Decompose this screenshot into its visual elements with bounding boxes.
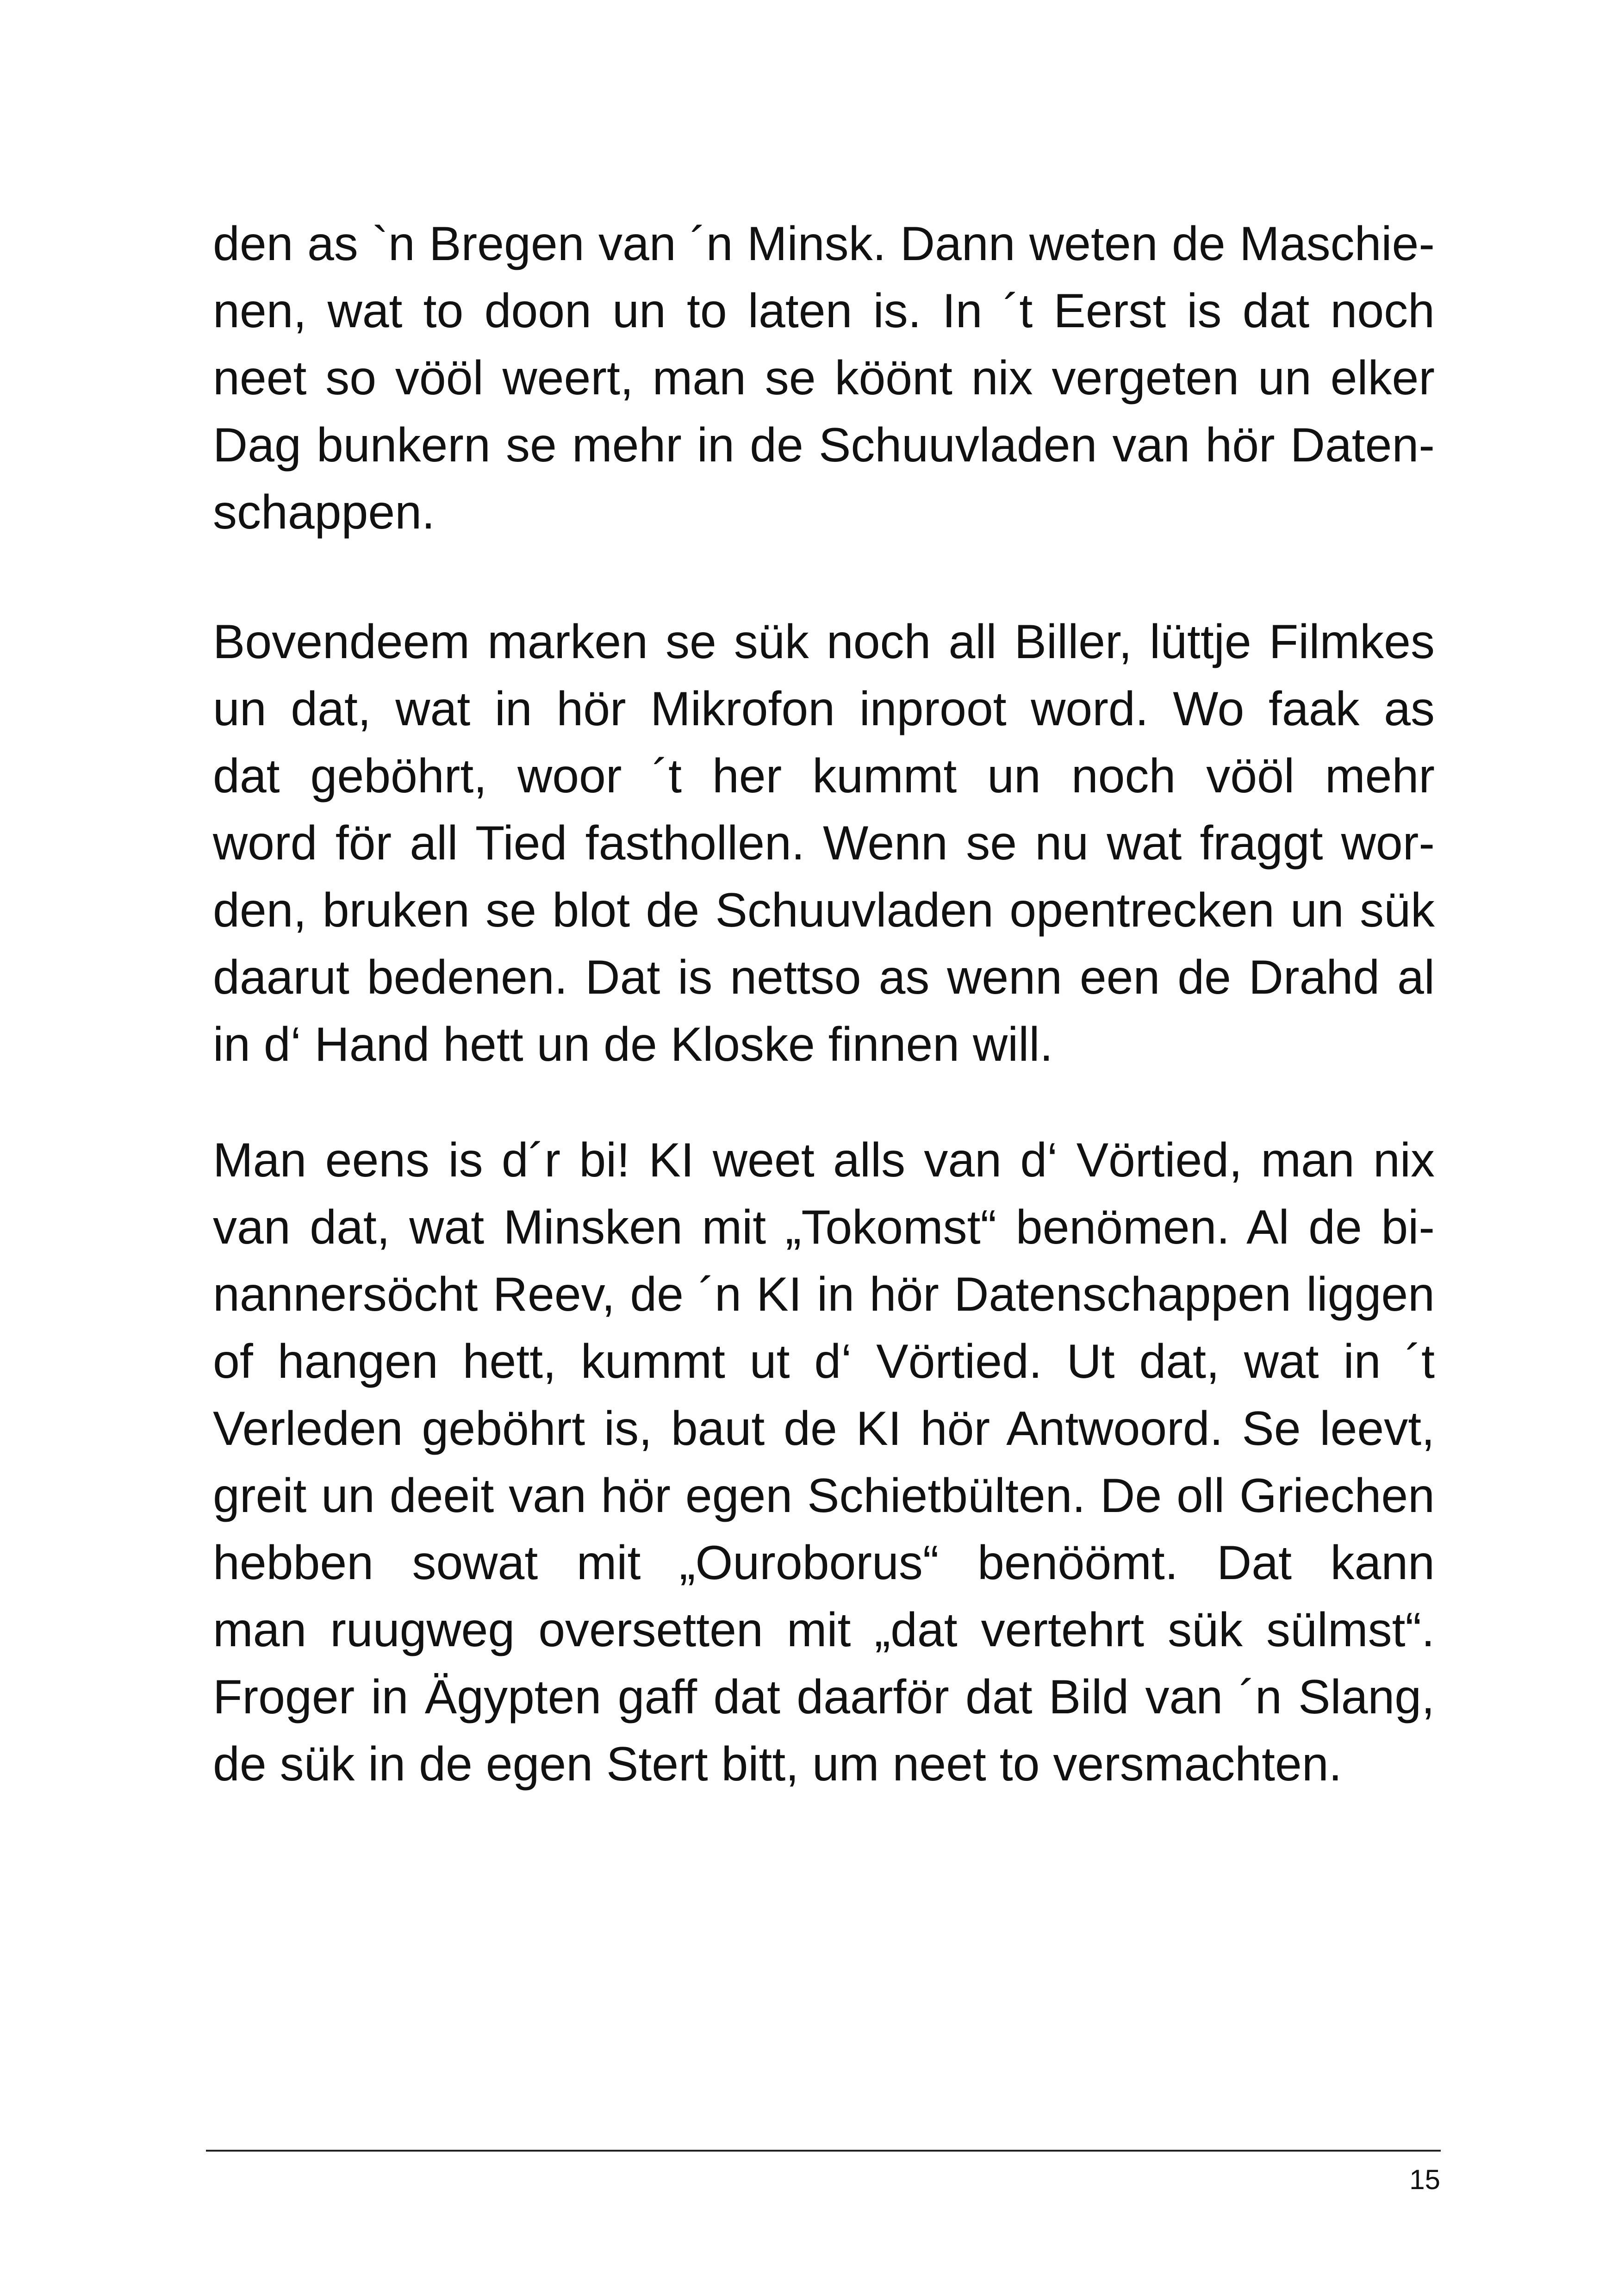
text-line: of hangen hett, kummt ut d‘ Vörtied. Ut dat, wat in ´t: [213, 1335, 1435, 1388]
paragraph-2: [213, 609, 1435, 1078]
text-line: nannersöcht Reev, de ´n KI in hör Datenschappen liggen: [213, 1268, 1435, 1321]
footer-divider: [206, 2150, 1441, 2152]
text-line: de sük in de egen Stert bitt, um neet to versmachten.: [213, 1737, 1342, 1791]
text-line: den, bruken se blot de Schuuvladen opentrecken un sük: [213, 884, 1435, 937]
text-line: hebben sowat mit „Ouroborus“ benöömt. Dat kann: [213, 1536, 1435, 1590]
text-line: nen, wat to doon un to laten is. In ´t Eerst is dat noch: [213, 284, 1435, 338]
text-line: Dag bunkern se mehr in de Schuuvladen van hör Daten-: [213, 418, 1435, 472]
text-line: van dat, wat Minsken mit „Tokomst“ benömen. Al de bi-: [213, 1201, 1435, 1254]
text-line: Man eens is d´r bi! KI weet alls van d‘ Vörtied, man nix: [213, 1133, 1435, 1187]
text-line: Verleden geböhrt is, baut de KI hör Antwoord. Se leevt,: [213, 1402, 1435, 1456]
text-line: in d‘ Hand hett un de Kloske finnen will.: [213, 1018, 1053, 1071]
text-line: man ruugweg oversetten mit „dat vertehrt sük sülmst“.: [213, 1603, 1435, 1657]
text-line: daarut bedenen. Dat is nettso as wenn een de Drahd al: [213, 951, 1435, 1004]
text-line: un dat, wat in hör Mikrofon inproot word. Wo faak as: [213, 682, 1435, 736]
paragraph-3: [213, 1127, 1435, 1798]
text-line: den as `n Bregen van ´n Minsk. Dann weten de Maschie-: [213, 217, 1435, 271]
text-line: dat geböhrt, woor ´t her kummt un noch vööl mehr: [213, 749, 1435, 803]
text-line: neet so vööl weert, man se köönt nix vergeten un elker: [213, 351, 1435, 405]
page-number: 15: [1409, 2164, 1440, 2195]
text-line: greit un deeit van hör egen Schietbülten. De oll Griechen: [213, 1469, 1435, 1523]
text-line: Froger in Ägypten gaff dat daarför dat Bild van ´n Slang,: [213, 1670, 1435, 1724]
text-line: Bovendeem marken se sük noch all Biller, lüttje Filmkes: [213, 615, 1435, 669]
text-line: schappen.: [213, 485, 435, 539]
paragraph-1: [213, 211, 1435, 546]
text-line: word för all Tied fasthollen. Wenn se nu wat fraggt wor-: [213, 816, 1435, 870]
